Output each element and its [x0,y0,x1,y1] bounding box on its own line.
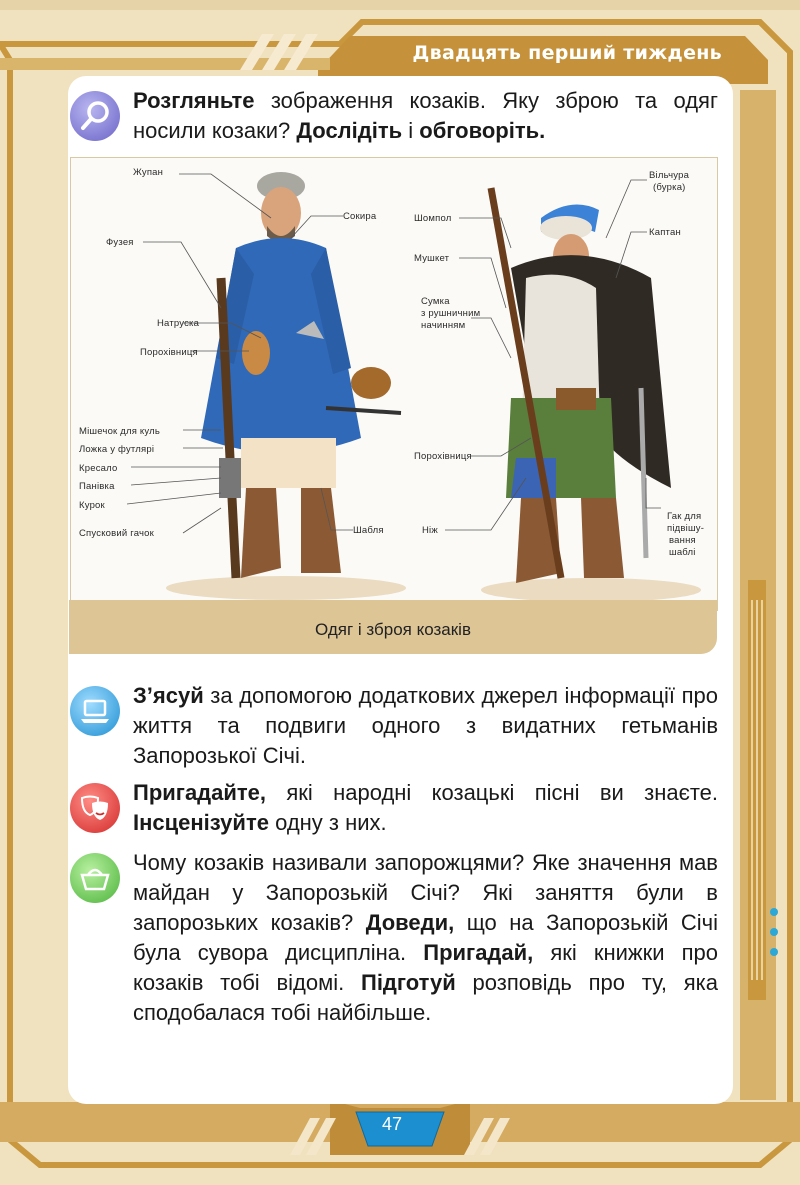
label-hak-4: шаблі [669,547,696,558]
decorative-dots [767,905,781,965]
label-zhupan: Жупан [133,167,164,178]
label-hak-3: вання [669,535,696,546]
task-4-bold-1: Доведи, [365,910,455,935]
label-mishechok: Мішечок для куль [79,426,161,437]
label-sumka-2: з рушничним [421,308,481,319]
label-vilchura-2: (бурка) [653,182,686,193]
task-1-text-1: зображення козаків. Яку зброю та одяг носили козаки? [133,88,718,143]
label-hak-2: підвішу- [667,523,705,534]
label-vilchura-1: Вільчура [649,170,690,181]
task-1-text-2: і [402,118,420,143]
basket-icon [70,853,120,903]
task-3-text-2: одну з них. [268,810,387,835]
task-4-bold-2: Пригадай, [423,940,534,965]
label-sokyra: Сокира [343,211,377,222]
label-porokhivnytsia-right: Порохівниця [414,451,472,462]
task-examine [133,86,718,146]
task-2-text-1: за допомогою додаткових джерел інформації про життя та подвиги одного з видатних гетьманів Запорозької Січі. [133,683,718,768]
label-porokhivnytsia-left: Порохівниця [140,347,198,358]
task-questions [133,848,718,1028]
label-natruska: Натруска [157,318,200,329]
label-hak-1: Гак для [667,511,702,522]
task-2-bold-1: З’ясуй [133,683,204,708]
label-fuzeia: Фузея [106,237,134,248]
magnifier-icon [70,91,120,141]
label-kresalo: Кресало [79,463,118,474]
task-3-text-1: які народні козацькі пісні ви знаєте. [266,780,718,805]
label-nizh: Ніж [422,525,438,536]
figure-caption: Одяг і зброя козаків [315,620,471,639]
label-sumka-1: Сумка [421,296,450,307]
label-kurok: Курок [79,500,105,511]
task-3-bold-1: Пригадайте, [133,780,267,805]
task-1-bold-3: обговоріть. [419,118,546,143]
laptop-icon [70,686,120,736]
label-mushket: Мушкет [414,253,450,264]
week-title: Двадцять перший тиждень [412,42,722,64]
task-4-text-1: що на Запорозькій Січі була сувора дисципліна. [133,910,718,965]
label-shompol: Шомпол [414,213,452,224]
task-find-out [133,681,718,771]
page-number: 47 [381,1114,403,1134]
label-sumka-3: начинням [421,320,466,331]
task-1-bold-1: Розгляньте [133,88,255,113]
task-4-text-2: які книжки про козаків тобі відомі. [133,940,719,995]
theatre-masks-icon [70,783,120,833]
label-panivka: Панівка [79,481,115,492]
label-spuskovyi-hachok: Спусковий гачок [79,528,154,539]
task-4-text-3: розповідь про ту, яка сподобалася тобі найбільше. [133,970,719,1025]
label-shablia: Шабля [353,525,384,536]
label-lozhka: Ложка у футлярі [79,444,155,455]
label-kaptan: Каптан [649,227,681,238]
task-3-bold-2: Інсценізуйте [133,810,269,835]
cossacks-illustration [70,157,718,611]
task-4-text-0: Чому козаків називали запорожцями? Яке значення мав майдан у Запорозькій Січі? Які заняття були в запорозьких козаків? [133,850,718,935]
task-recall-songs [133,778,718,838]
task-1-bold-2: Дослідіть [296,118,403,143]
task-4-bold-3: Підготуй [361,970,456,995]
